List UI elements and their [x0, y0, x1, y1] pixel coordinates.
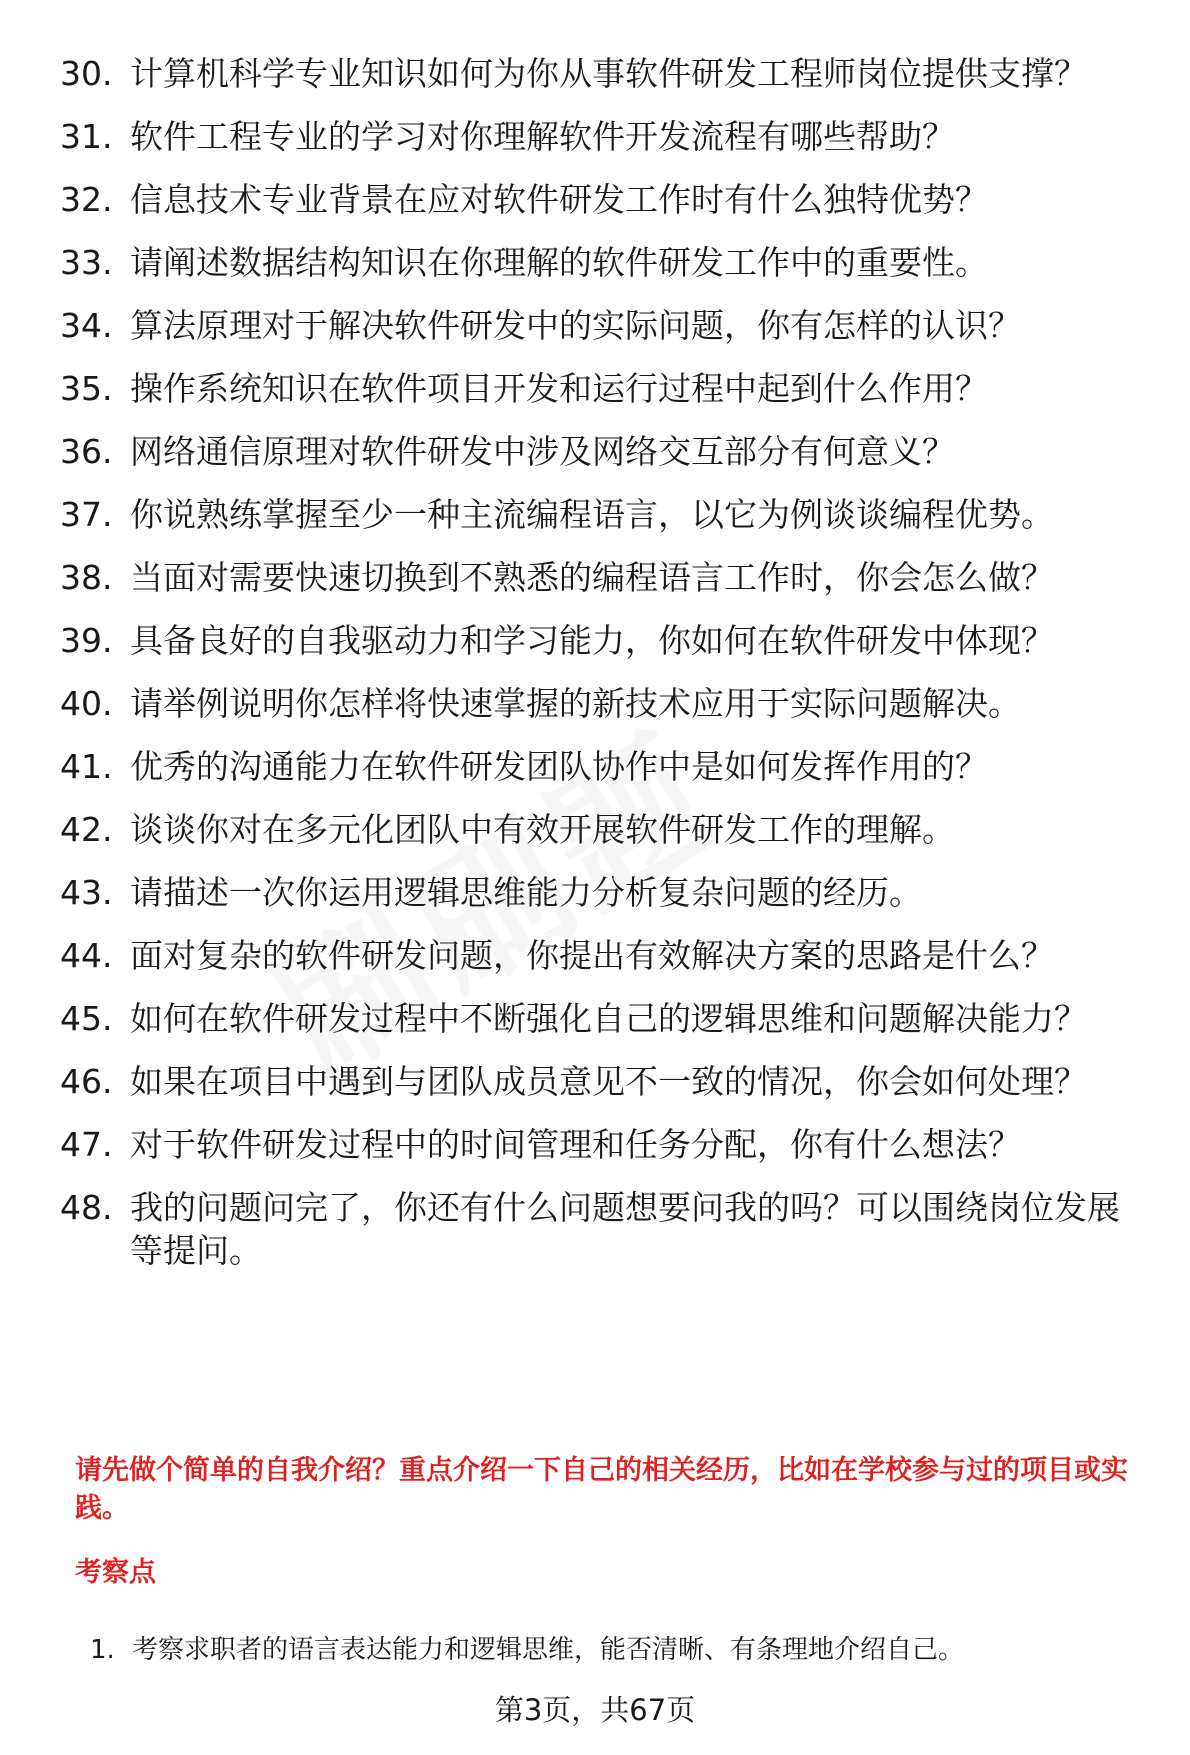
- question-item: [60, 1123, 1150, 1166]
- question-number: 43.: [60, 873, 113, 912]
- question-text: 如果在项目中遇到与团队成员意见不一致的情况，你会如何处理？: [130, 1062, 1087, 1101]
- point-item: [90, 1632, 1150, 1668]
- question-item: [60, 682, 1150, 725]
- question-item: [60, 367, 1150, 410]
- question-text: 当面对需要快速切换到不熟悉的编程语言工作时，你会怎么做？: [130, 558, 1054, 597]
- question-item: [60, 115, 1150, 158]
- question-number: 46.: [60, 1062, 113, 1101]
- question-text: 谈谈你对在多元化团队中有效开展软件研发工作的理解。: [130, 810, 955, 849]
- question-number: 36.: [60, 432, 113, 471]
- question-text: 请描述一次你运用逻辑思维能力分析复杂问题的经历。: [130, 873, 922, 912]
- question-item: [60, 52, 1150, 95]
- question-text: 网络通信原理对软件研发中涉及网络交互部分有何意义？: [130, 432, 955, 471]
- question-number: 35.: [60, 369, 113, 408]
- question-number: 48.: [60, 1188, 113, 1227]
- point-text: 考察求职者的语言表达能力和逻辑思维，能否清晰、有条理地介绍自己。: [132, 1635, 965, 1665]
- question-item: [60, 1186, 1150, 1272]
- question-item: [60, 493, 1150, 536]
- question-item: [60, 556, 1150, 599]
- question-text: 计算机科学专业知识如何为你从事软件研发工程师岗位提供支撑？: [130, 54, 1087, 93]
- question-text: 操作系统知识在软件项目开发和运行过程中起到什么作用？: [130, 369, 988, 408]
- question-number: 37.: [60, 495, 113, 534]
- question-number: 45.: [60, 999, 113, 1038]
- question-item: [60, 619, 1150, 662]
- question-text: 我的问题问完了，你还有什么问题想要问我的吗？可以围绕岗位发展等提问。: [130, 1188, 1120, 1270]
- question-item: [60, 808, 1150, 851]
- question-text: 面对复杂的软件研发问题，你提出有效解决方案的思路是什么？: [130, 936, 1054, 975]
- question-number: 47.: [60, 1125, 113, 1164]
- question-item: [60, 1060, 1150, 1103]
- question-list: [60, 52, 1150, 1292]
- question-number: 34.: [60, 306, 113, 345]
- question-number: 30.: [60, 54, 113, 93]
- question-text: 你说熟练掌握至少一种主流编程语言，以它为例谈谈编程优势。: [130, 495, 1054, 534]
- question-text: 如何在软件研发过程中不断强化自己的逻辑思维和问题解决能力？: [130, 999, 1087, 1038]
- question-number: 38.: [60, 558, 113, 597]
- question-item: [60, 178, 1150, 221]
- question-text: 算法原理对于解决软件研发中的实际问题，你有怎样的认识？: [130, 306, 1021, 345]
- question-text: 信息技术专业背景在应对软件研发工作时有什么独特优势？: [130, 180, 988, 219]
- question-number: 39.: [60, 621, 113, 660]
- question-item: [60, 430, 1150, 473]
- question-item: [60, 871, 1150, 914]
- question-number: 33.: [60, 243, 113, 282]
- question-item: [60, 241, 1150, 284]
- page-footer: 第3页，共67页: [494, 1693, 696, 1727]
- question-number: 31.: [60, 117, 113, 156]
- section-label: 考察点: [75, 1557, 156, 1588]
- question-item: [60, 934, 1150, 977]
- question-number: 40.: [60, 684, 113, 723]
- question-number: 32.: [60, 180, 113, 219]
- question-number: 42.: [60, 810, 113, 849]
- question-item: [60, 304, 1150, 347]
- question-text: 请举例说明你怎样将快速掌握的新技术应用于实际问题解决。: [130, 684, 1021, 723]
- question-text: 软件工程专业的学习对你理解软件开发流程有哪些帮助？: [130, 117, 955, 156]
- question-number: 44.: [60, 936, 113, 975]
- highlight-question: 请先做个简单的自我介绍？重点介绍一下自己的相关经历，比如在学校参与过的项目或实践。: [75, 1455, 1128, 1524]
- question-text: 对于软件研发过程中的时间管理和任务分配，你有什么想法？: [130, 1125, 1021, 1164]
- question-number: 41.: [60, 747, 113, 786]
- question-text: 优秀的沟通能力在软件研发团队协作中是如何发挥作用的？: [130, 747, 988, 786]
- question-item: [60, 745, 1150, 788]
- question-text: 请阐述数据结构知识在你理解的软件研发工作中的重要性。: [130, 243, 988, 282]
- point-number: 1.: [90, 1635, 115, 1665]
- question-text: 具备良好的自我驱动力和学习能力，你如何在软件研发中体现？: [130, 621, 1054, 660]
- question-item: [60, 997, 1150, 1040]
